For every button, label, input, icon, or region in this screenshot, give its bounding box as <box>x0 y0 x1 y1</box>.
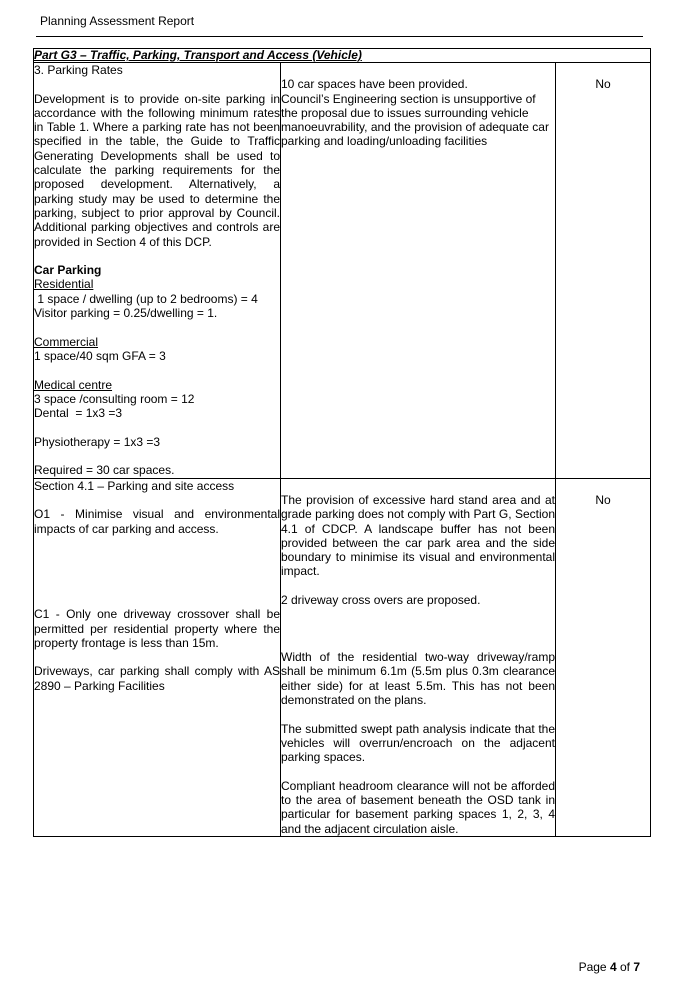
commercial-heading: Commercial <box>34 334 99 349</box>
table-row <box>34 63 651 479</box>
required-total: Required = 30 car spaces. <box>34 463 175 478</box>
complies-cell <box>556 63 651 479</box>
residential-heading: Residential <box>34 277 94 292</box>
visitor-rate: Visitor parking = 0.25/dwelling = 1. <box>34 306 218 321</box>
complies-value: No <box>595 492 611 507</box>
table-row <box>34 478 651 836</box>
comment-cell <box>281 63 556 479</box>
control-c1: C1 - Only one driveway crossover shall be permitted per residential property where the property frontage is less than 15m. <box>34 607 280 650</box>
row-heading: 3. Parking Rates <box>34 63 123 77</box>
medical-heading: Medical centre <box>34 377 113 392</box>
page-number: Page 4 of 7 <box>578 960 640 974</box>
part-title: Part G3 – Traffic, Parking, Transport and Access (Vehicle) <box>34 49 651 63</box>
car-parking-heading: Car Parking <box>34 263 102 278</box>
parking-rates-intro: Development is to provide on-site parking in accordance with the following minimum rates in Table 1. Where a parking rate has not been specified in the table, the Guide to Traffic Generating Developments shall be used to calculate the parking requirements for the proposed development. Alternatively, a parking study may be used to determine the parking, subject to prior approval by Council. Additional parking objectives and controls are provided in Section 4 of this DCP. <box>34 91 280 249</box>
commercial-rate: 1 space/40 sqm GFA = 3 <box>34 348 166 363</box>
residential-rate: 1 space / dwelling (up to 2 bedrooms) = 4 <box>34 291 258 306</box>
driveways-control: Driveways, car parking shall comply with AS 2890 – Parking Facilities <box>34 664 280 693</box>
headroom-comment: Compliant headroom clearance will not be afforded to the area of basement beneath the OSD tank in particular for basement parking spaces 1, 2, 3, 4 and the adjacent circulation aisle. <box>281 778 555 836</box>
c1-comment: 2 driveway cross overs are proposed. <box>281 592 481 607</box>
driveway-width-comment: Width of the residential two-way driveway/ramp shall be minimum 6.1m (5.5m plus 0.3m clearance either side) for at least 5.5m. This has not been demonstrated on the plans. <box>281 650 555 708</box>
dental-rate: Dental = 1x3 =3 <box>34 406 123 421</box>
swept-path-comment: The submitted swept path analysis indicate that the vehicles will overrun/encroach on the adjacent parking spaces. <box>281 721 555 765</box>
row-heading: Section 4.1 – Parking and site access <box>34 478 235 493</box>
part-title-row <box>34 49 651 63</box>
control-cell <box>34 478 281 836</box>
objective-o1: O1 - Minimise visual and environmental impacts of car parking and access. <box>34 507 280 536</box>
header-rule <box>36 36 643 37</box>
complies-cell <box>556 478 651 836</box>
comment-cell <box>281 478 556 836</box>
complies-value: No <box>595 77 611 92</box>
control-cell <box>34 63 281 479</box>
physio-rate: Physiotherapy = 1x3 =3 <box>34 434 161 449</box>
report-header-title: Planning Assessment Report <box>40 14 195 28</box>
comment-text: 10 car spaces have been provided. Council’s Engineering section is unsupportive of the proposal due to issues surrounding vehicle manoeuvrability, and the provision of adequate car parking and loading/unloading facilities <box>281 77 549 149</box>
assessment-table <box>33 48 651 837</box>
medical-rate: 3 space /consulting room = 12 <box>34 391 195 406</box>
o1-comment: The provision of excessive hard stand area and at grade parking does not comply with Part G, Section 4.1 of CDCP. A landscape buffer has not been provided between the car park area and the side boundary to minimise its visual and environmental impact. <box>281 492 555 579</box>
